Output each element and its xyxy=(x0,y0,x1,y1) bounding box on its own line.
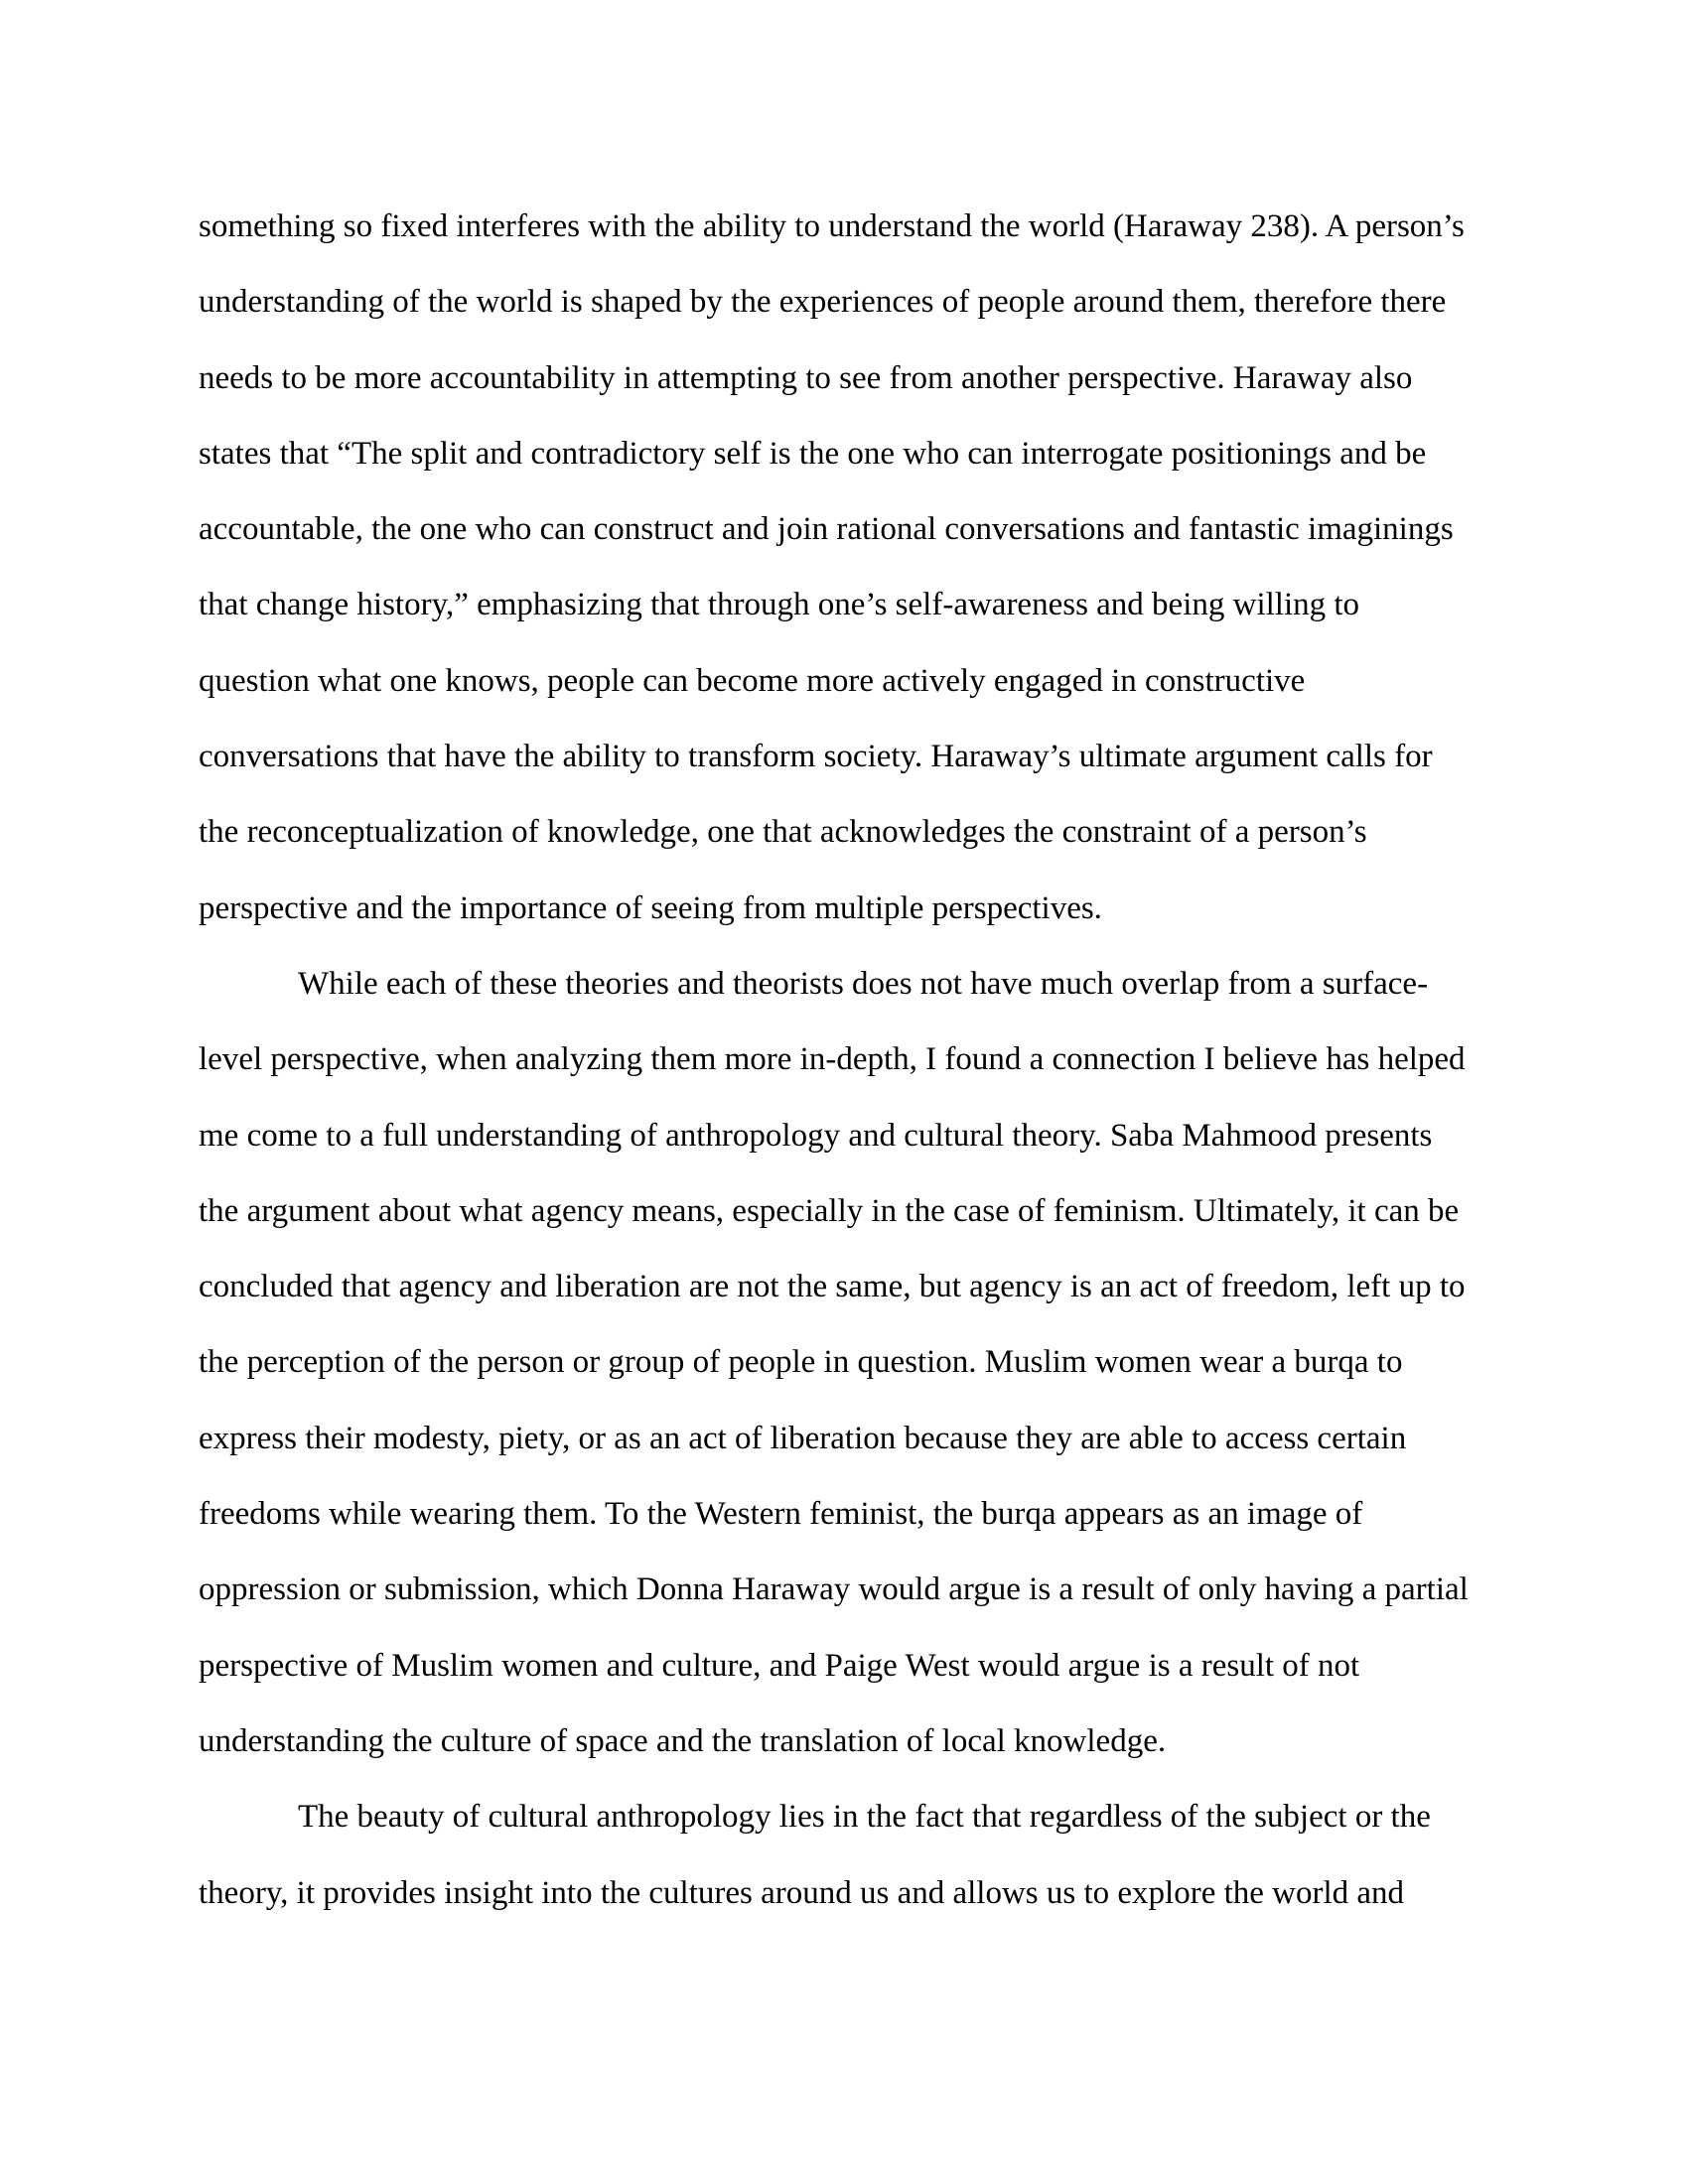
text-line: freedoms while wearing them. To the Western feminist, the burqa appears as an image of xyxy=(199,1496,1363,1533)
text-line: perspective and the importance of seeing from multiple perspectives. xyxy=(199,889,1102,926)
paragraph-start-line: The beauty of cultural anthropology lies in the fact that regardless of the subject or the xyxy=(298,1799,1431,1836)
text-line: needs to be more accountability in attempting to see from another perspective. Haraway also xyxy=(199,359,1413,396)
text-line: concluded that agency and liberation are not the same, but agency is an act of freedom, left up to xyxy=(199,1269,1466,1305)
text-line: me come to a full understanding of anthropology and cultural theory. Saba Mahmood presents xyxy=(199,1117,1433,1154)
text-line: the perception of the person or group of people in question. Muslim women wear a burqa to xyxy=(199,1344,1403,1381)
text-line: understanding of the world is shaped by the experiences of people around them, therefore there xyxy=(199,284,1447,321)
text-line: accountable, the one who can construct and join rational conversations and fantastic imaginings xyxy=(199,511,1454,548)
text-line: level perspective, when analyzing them more in-depth, I found a connection I believe has helped xyxy=(199,1041,1466,1078)
text-line: that change history,” emphasizing that through one’s self-awareness and being willing to xyxy=(199,587,1360,623)
text-line: question what one knows, people can become more actively engaged in constructive xyxy=(199,662,1306,699)
text-line: states that “The split and contradictory self is the one who can interrogate positionings and be xyxy=(199,435,1427,472)
text-line: oppression or submission, which Donna Haraway would argue is a result of only having a partial xyxy=(199,1571,1469,1608)
text-line: understanding the culture of space and the translation of local knowledge. xyxy=(199,1722,1167,1759)
text-line: conversations that have the ability to transform society. Haraway’s ultimate argument calls for xyxy=(199,739,1433,775)
text-line: express their modesty, piety, or as an act of liberation because they are able to access certain xyxy=(199,1420,1407,1456)
text-line: something so fixed interferes with the ability to understand the world (Haraway 238). A person’s xyxy=(199,208,1465,244)
body-text xyxy=(199,189,1489,1931)
text-line: the argument about what agency means, especially in the case of feminism. Ultimately, it can be xyxy=(199,1192,1460,1229)
text-line: perspective of Muslim women and culture, and Paige West would argue is a result of not xyxy=(199,1647,1360,1684)
text-line: the reconceptualization of knowledge, one that acknowledges the constraint of a person’s xyxy=(199,814,1367,851)
text-line: theory, it provides insight into the cultures around us and allows us to explore the world and xyxy=(199,1874,1405,1911)
paragraph-start-line: While each of these theories and theorists does not have much overlap from a surface- xyxy=(298,965,1429,1002)
